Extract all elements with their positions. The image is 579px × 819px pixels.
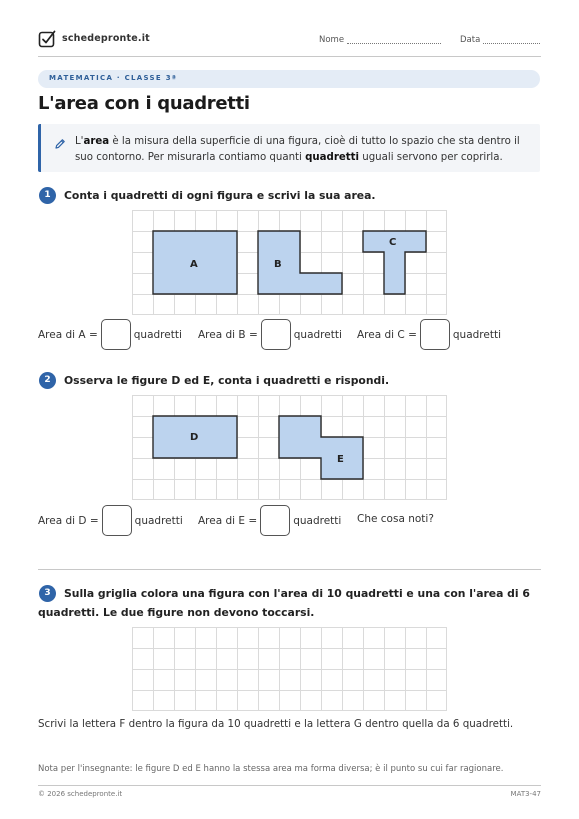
observation-question: Che cosa noti? [357, 513, 434, 525]
answer-d-box[interactable] [102, 505, 132, 536]
brand-name: schedepronte.it [62, 33, 150, 44]
shape-e-label: E [337, 454, 344, 465]
section-divider [38, 569, 541, 570]
header-divider [38, 56, 541, 57]
shape-b [258, 231, 342, 294]
subject-chip [38, 70, 540, 88]
answer-a-unit: quadretti [133, 328, 182, 341]
coloring-grid[interactable] [132, 627, 447, 711]
answer-a-label: Area di A = [38, 328, 98, 341]
footer-copyright: © 2026 schedepronte.it [38, 790, 123, 798]
answer-c-label: Area di C = [357, 328, 417, 341]
checkbox-logo-icon [38, 30, 56, 48]
answer-b-label: Area di B = [198, 328, 258, 341]
exercise-1-number: 1 [39, 187, 56, 204]
answer-b-unit: quadretti [293, 328, 342, 341]
shape-d-label: D [190, 432, 199, 443]
page-title: L'area con i quadretti [38, 93, 250, 114]
shape-b-label: B [274, 259, 282, 270]
exercise-3-text: Sulla griglia colora una figura con l'area di 10 quadretti e una con l'area di 6 quadretti. Le due figure non devono toccarsi. [38, 587, 530, 619]
exercise-1-text: Conta i quadretti di ogni figura e scrivi la sua area. [64, 189, 376, 202]
answer-e-label: Area di E = [198, 514, 258, 527]
name-field[interactable] [347, 43, 441, 44]
answer-c-box[interactable] [420, 319, 450, 350]
subject-chip-label: MATEMATICA · CLASSE 3ª [49, 74, 178, 82]
answer-a-box[interactable] [101, 319, 131, 350]
answer-c [357, 319, 501, 350]
exercise-1-shapes [132, 210, 447, 315]
exercise-2-shapes [132, 395, 447, 500]
pencil-icon [54, 138, 66, 150]
shape-c-label: C [389, 237, 397, 248]
exercise-3-number: 3 [39, 585, 56, 602]
answer-a [38, 319, 182, 350]
exercise-2-text: Osserva le figure D ed E, conta i quadretti e rispondi. [64, 374, 390, 387]
definition-text: L'area è la misura della superficie di una figura, cioè di tutto lo spazio che sta dentro il suo contorno. Per misurarla contiamo quanti quadretti uguali servono per coprirla. [75, 136, 520, 163]
answer-b-box[interactable] [261, 319, 291, 350]
answer-c-unit: quadretti [452, 328, 502, 341]
exercise-2-number: 2 [39, 372, 56, 389]
teacher-note: Nota per l'insegnante: le figure D ed E hanno la stessa area ma forma diversa; è il punto su cui far ragionare. [38, 764, 504, 774]
answer-b [198, 319, 342, 350]
date-label: Data [460, 35, 481, 45]
answer-d-label: Area di D = [38, 514, 99, 527]
shape-e [279, 416, 363, 479]
shape-a-label: A [190, 259, 198, 270]
footer-code: MAT3-47 [510, 790, 541, 798]
name-label: Nome [319, 35, 345, 45]
answer-d-unit: quadretti [134, 514, 183, 527]
exercise-3-instruction: Scrivi la lettera F dentro la figura da 10 quadretti e la lettera G dentro quella da 6 quadretti. [38, 718, 514, 730]
answer-e-box[interactable] [260, 505, 290, 536]
answer-e [198, 505, 341, 536]
answer-e-unit: quadretti [293, 514, 342, 527]
footer-divider [38, 785, 541, 786]
date-field[interactable] [483, 43, 540, 44]
answer-d [38, 505, 183, 536]
